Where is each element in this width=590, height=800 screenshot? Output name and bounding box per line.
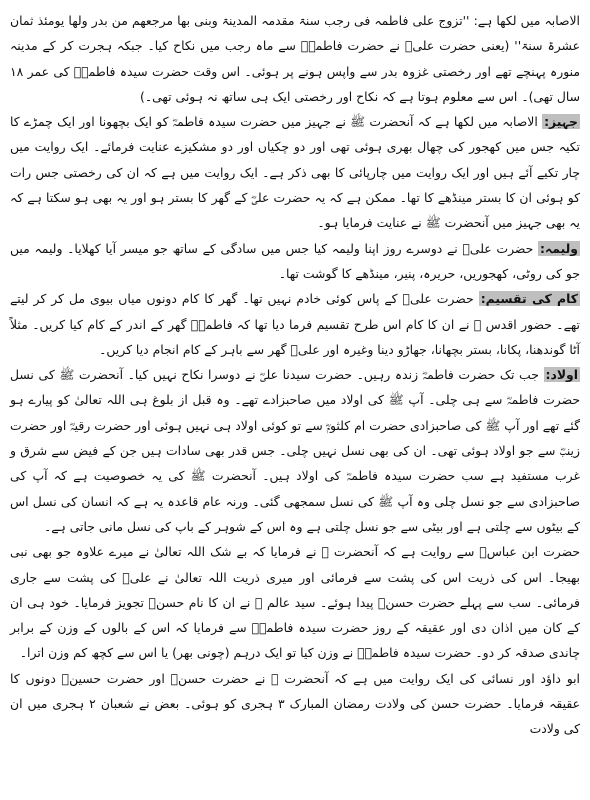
paragraph-abu-dawud	[10, 666, 580, 742]
section-heading-walima: ولیمہ:	[540, 240, 578, 256]
paragraph-jahez	[10, 109, 580, 235]
paragraph-children	[10, 362, 580, 539]
section-heading-work: کام کی تقسیم:	[480, 291, 578, 307]
paragraph-text: الاصابہ میں لکھا ہے کہ آنحضرت ﷺ نے جہیز میں حضرت سیدہ فاطمہؓ کو ایک بچھونا اور ایک چمڑے کا تکیہ جس میں کھجور کی چھال بھری ہوئی تھی اور دو چکیاں اور دو مشکیزے عنایت فرمائے۔ ایک روایت میں چار تکیے آئے ہیں اور ایک روایت میں چارپائی کا بھی ذکر ہے۔ ایک روایت میں ہے کہ ان کی رخصتی جس رات کو ہوئی ان کا بستر مینڈھے کا تھا۔ ممکن ہے کہ یہ حضرت علیؓ کے گھر کا بستر ہو اور یہ بھی ہو سکتا ہے کہ یہ بھی جہیز میں آنحضرت ﷺ نے عنایت فرمایا ہو۔	[10, 114, 580, 231]
paragraph-text: ابو داؤد اور نسائی کی ایک روایت میں ہے کہ آنحضرت ﷺ نے حضرت حسنؓ اور حضرت حسینؓ دونوں کا عقیقہ فرمایا۔ حضرت حسن کی ولادت رمضان المبارک ۳ ہجری کو ہوئی۔ بعض نے شعبان ۲ ہجری میں ان کی ولادت	[10, 670, 580, 737]
paragraph-text: جب تک حضرت فاطمہؓ زندہ رہیں۔ حضرت سیدنا علیؓ نے دوسرا نکاح نہیں کیا۔ آنحضرت ﷺ کی نسل حضرت فاطمہؓ سے ہی چلی۔ آپ ﷺ کی اولاد میں صاحبزادے تھے۔ وہ قبل از بلوغ ہی اللہ تعالیٰ کو پیارے ہو گئے تھے اور آپ ﷺ کی صاحبزادی حضرت ام کلثومؓ سے تو کوئی اولاد ہی نہیں ہوئی اور حضرت رقیہؓ اور حضرت زینبؓ سے جو اولاد ہوئی تھی۔ ان کی بھی نسل نہیں چلی۔ جس قدر بھی سادات ہیں جن کے فیض سے شرق و غرب مستفید ہے سب حضرت سیدہ فاطمہؓ کی اولاد ہیں۔ آنحضرت ﷺ کی یہ خصوصیت ہے کہ آپ کی صاحبزادی سے جو نسل چلی وہ آپ ﷺ کی نسل سمجھی گئی۔ ورنہ عام قاعدہ یہ ہے کہ انسان کی نسل اس کے بیٹوں سے چلتی ہے اور بیٹی سے جو نسل چلتی ہے وہ اس کے شوہر کے باپ کی نسل مانی جاتی ہے۔	[10, 367, 580, 534]
section-heading-jahez: جہیز:	[544, 114, 578, 130]
paragraph-ibn-abbas	[10, 539, 580, 665]
paragraph-text: حضرت ابن عباسؓ سے روایت ہے کہ آنحضرت ﷺ نے فرمایا کہ بے شک اللہ تعالیٰ نے میرے علاوہ جو بھی نبی بھیجا۔ اس کی ذریت اس کی پشت سے فرمائی اور میری ذریت اللہ تعالیٰ نے علیؓ کی پشت سے جاری فرمائی۔ سب سے پہلے حضرت حسنؓ پیدا ہوئے۔ سید عالم ﷺ نے ان کا نام حسنؓ تجویز فرمایا۔ خود ہی ان کے کان میں اذان دی اور عقیقہ کے روز حضرت سیدہ فاطمہؓ سے فرمایا کہ اس کے بالوں کے وزن کے برابر چاندی صدقہ کر دو۔ حضرت سیدہ فاطمہؓ نے وزن کیا تو ایک درہم (چونی بھر) یا اس سے کچھ کم وزن اترا۔	[10, 544, 580, 661]
section-heading-children: اولاد:	[545, 367, 578, 383]
paragraph-work	[10, 286, 580, 362]
paragraph-text: الاصابہ میں لکھا ہے: ''تزوج علی فاطمہ فی رجب سنۃ مقدمہ المدینۃ وبنی بھا مرجعھم من بدر ولھا یومئذ ثمان عشرۃ سنۃ'' (یعنی حضرت علیؓ نے حضرت فاطمہؓ سے ماہ رجب میں نکاح کیا۔ جبکہ ہجرت کر کے مدینہ منورہ پہنچے تھے اور رخصتی غزوہ بدر سے واپس ہونے پر ہوئی۔ اس وقت حضرت سیدہ فاطمہؓ کی عمر ۱۸ سال تھی)۔ اس سے معلوم ہوتا ہے کہ نکاح اور رخصتی ایک ہی ساتھ نہ ہوئی تھی۔)	[10, 13, 580, 104]
paragraph-text: حضرت علیؓ نے دوسرے روز اپنا ولیمہ کیا جس میں سادگی کے ساتھ جو میسر آیا کھلایا۔ ولیمہ میں جو کی روٹی، کھجوریں، حریرہ، پنیر، مینڈھے کا گوشت تھا۔	[10, 240, 580, 281]
paragraph-text: حضرت علیؓ کے پاس کوئی خادم نہیں تھا۔ گھر کا کام دونوں میاں بیوی مل کر کر لیتے تھے۔ حضور اقدس ﷺ نے ان کا کام اس طرح تقسیم فرما دیا تھا کہ فاطمہؓ گھر کے اندر کے کام کیا کریں۔ مثلاً آٹا گوندھنا، پکانا، بستر بچھانا، جھاڑو دینا وغیرہ اور علیؓ گھر سے باہر کے کام انجام دیا کریں۔	[10, 291, 580, 357]
paragraph-marriage	[10, 8, 580, 109]
paragraph-walima	[10, 236, 580, 287]
